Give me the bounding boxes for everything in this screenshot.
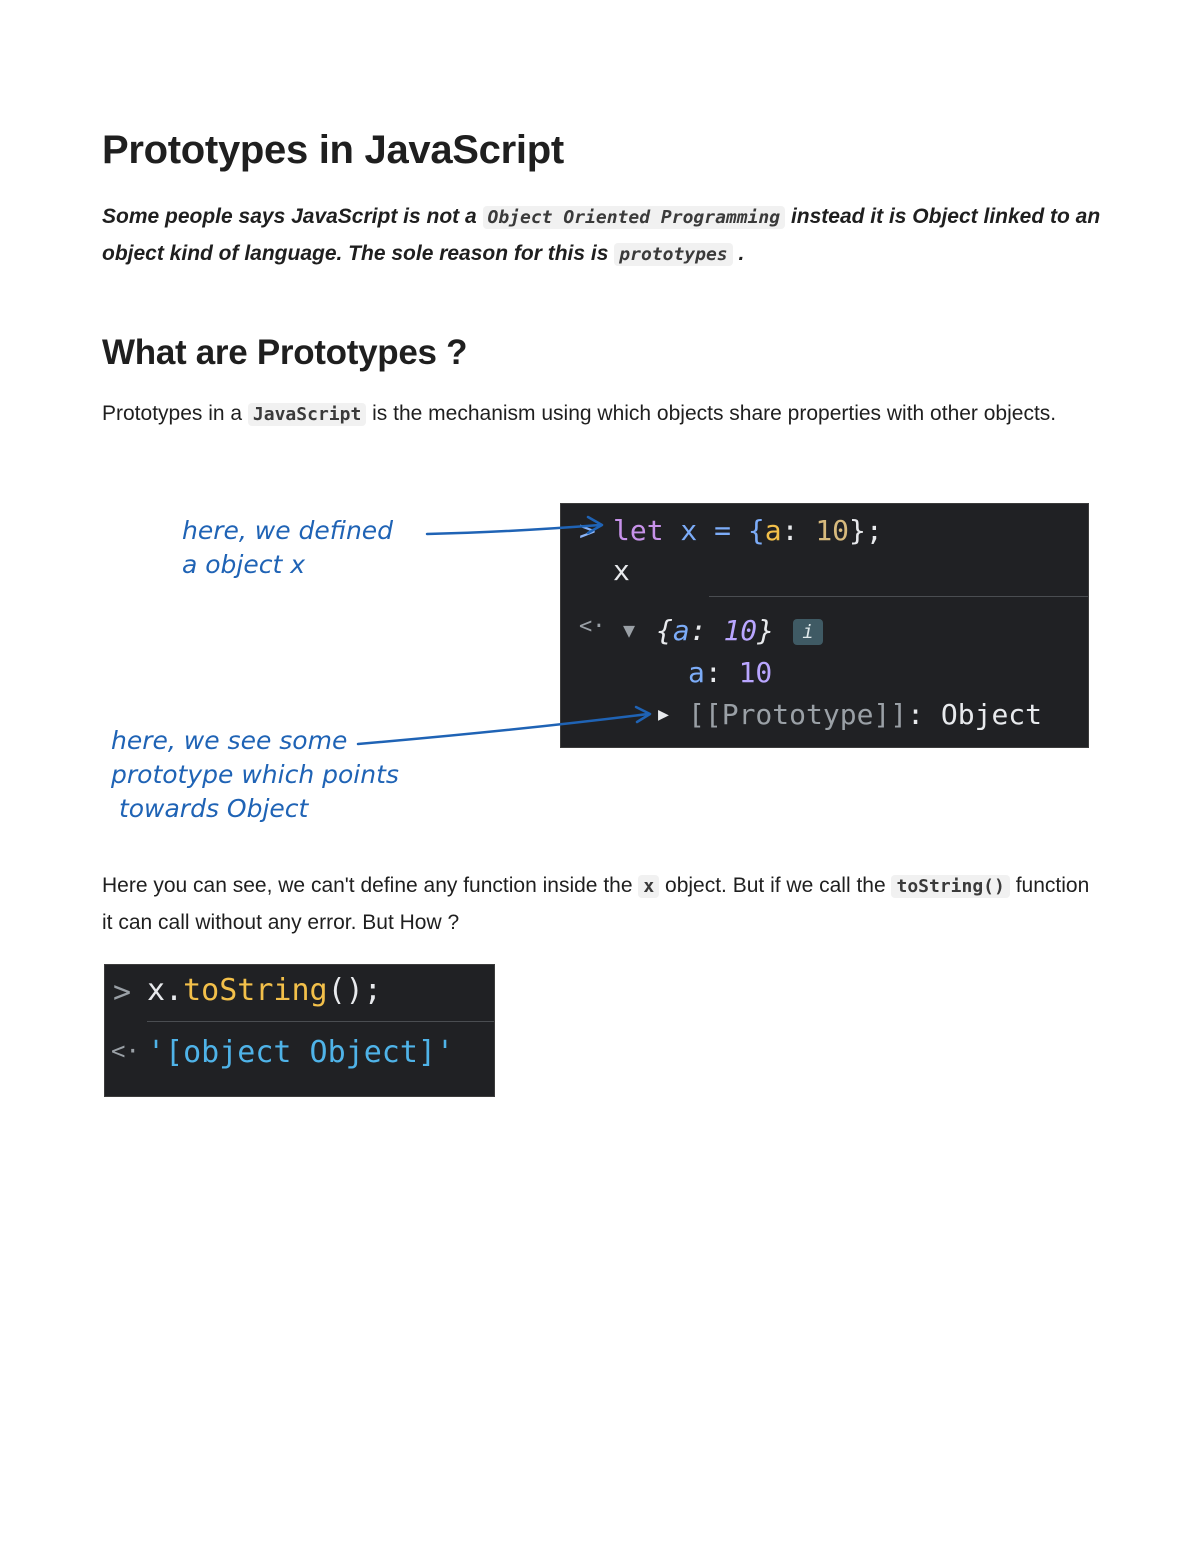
- input-number: 10: [815, 514, 850, 547]
- intro-text-1: Some people says JavaScript is not a: [102, 205, 483, 228]
- prop-value: 10: [738, 656, 773, 689]
- input-rest: x = {: [663, 514, 765, 547]
- annotation-defined-object: here, we defined a object x: [182, 516, 394, 579]
- prop-key: a: [688, 656, 705, 689]
- intro-text-3: .: [732, 242, 745, 265]
- collapse-arrow-icon[interactable]: ▶: [658, 704, 669, 725]
- code-x: x: [638, 875, 659, 898]
- prop-colon: :: [704, 656, 739, 689]
- input-prompt-icon: >: [579, 514, 596, 547]
- console-input-2: [147, 973, 382, 1008]
- call-object: x.: [147, 973, 184, 1008]
- para2-text-1: Here you can see, we can't define any function inside the: [102, 874, 639, 897]
- intro-text-2: instead it is Object linked to an object kind of language. The sole reason for this is: [102, 205, 1101, 265]
- console-result: '[object Object]': [147, 1035, 455, 1070]
- section-text-2: is the mechanism using which objects share properties with other objects.: [366, 402, 1057, 425]
- input-end: };: [849, 514, 883, 547]
- obj-number: 10: [723, 614, 758, 647]
- console-figure-2: [104, 964, 495, 1097]
- paragraph-2: [102, 868, 1102, 941]
- para2-text-2: object. But if we call the: [659, 874, 892, 897]
- output-prompt-icon-2: <·: [111, 1037, 140, 1065]
- console-input-line-2: x: [613, 554, 630, 587]
- call-method: toString: [183, 973, 328, 1008]
- code-tostring: toString(): [891, 875, 1009, 898]
- annotation-prototype: here, we see some prototype which points towards Object: [111, 726, 399, 823]
- para2-text-3: function it can call without any error. But How ?: [102, 874, 1090, 934]
- prototype-value: Object: [940, 698, 1043, 731]
- obj-open: {: [656, 614, 673, 647]
- prototype-colon: :: [907, 698, 941, 731]
- page-title: Prototypes in JavaScript: [102, 128, 564, 172]
- code-prototypes: prototypes: [614, 243, 732, 266]
- info-icon[interactable]: i: [793, 619, 823, 645]
- input-prop: a: [764, 514, 782, 547]
- input-colon: :: [781, 514, 816, 547]
- obj-close: }: [757, 614, 775, 647]
- obj-colon: :: [689, 614, 724, 647]
- section-text-1: Prototypes in a: [102, 402, 248, 425]
- output-prompt-icon: <·: [579, 614, 606, 639]
- input-prompt-icon-2: >: [113, 975, 132, 1010]
- prototype-key: [[Prototype]]: [688, 698, 908, 731]
- code-javascript: JavaScript: [248, 403, 366, 426]
- call-tail: ();: [327, 973, 382, 1008]
- section-heading: What are Prototypes ?: [102, 333, 468, 372]
- arrow-to-prototype-line: [358, 714, 648, 744]
- arrow-to-let-line: [427, 525, 600, 534]
- code-oop: Object Oriented Programming: [483, 206, 786, 229]
- console-divider-2: [147, 1021, 494, 1022]
- obj-prop: a: [672, 614, 690, 647]
- expand-arrow-icon[interactable]: ▼: [623, 618, 636, 642]
- keyword-let: let: [613, 514, 664, 547]
